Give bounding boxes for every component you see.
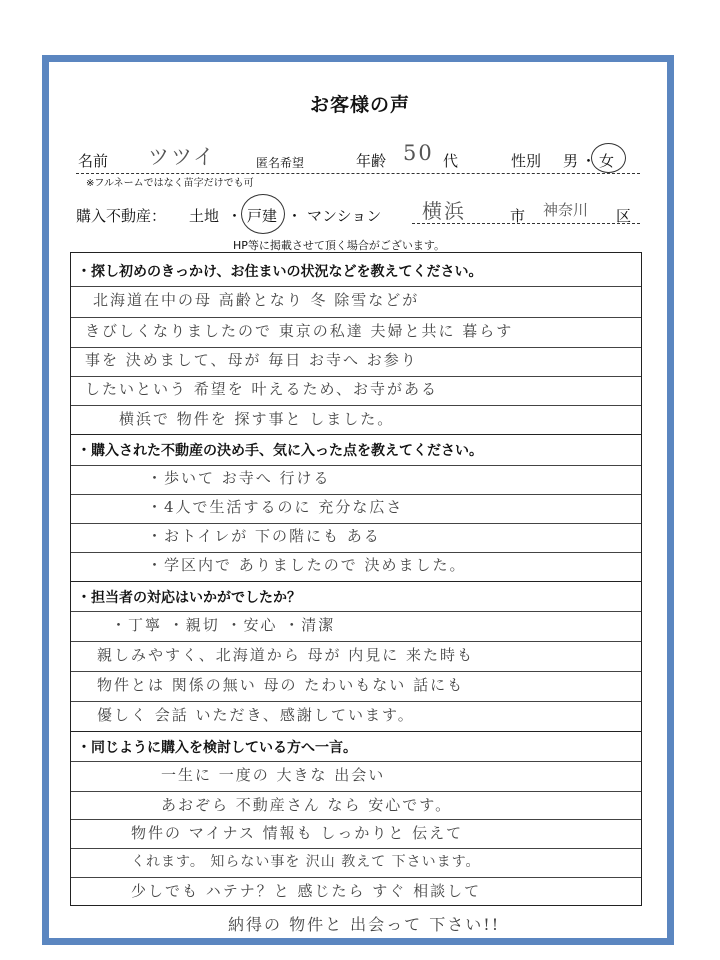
section-3-line: 優しく 会話 いただき、感謝しています。: [97, 706, 415, 724]
section-3-line: 物件とは 関係の無い 母の たわいもない 話にも: [97, 676, 465, 694]
age-unit: 代: [443, 152, 459, 170]
section-1-rule: [71, 286, 641, 287]
property-dot-1: ・: [227, 207, 243, 225]
section-2-rule: [71, 494, 641, 495]
section-1-rule: [71, 317, 641, 318]
section-1-line: 北海道在中の母 高齢となり 冬 除雪などが: [93, 291, 420, 309]
section-3-rule: [71, 701, 641, 702]
section-4-line: くれます。 知らない事を 沢山 教えて 下さいます。: [131, 854, 481, 870]
section-4-heading: ・同じように購入を検討している方へ一言。: [77, 740, 357, 756]
section-1-rule: [71, 405, 641, 406]
questionnaire-box: [70, 252, 642, 906]
ward-value: 神奈川: [543, 201, 589, 219]
section-3-line: ・丁寧 ・親切 ・安心 ・清潔: [111, 616, 336, 634]
gender-female: 女: [599, 152, 615, 170]
section-2-rule: [71, 552, 641, 553]
section-3-heading: ・担当者の対応はいかがでしたか？: [77, 590, 301, 606]
section-4-line: あおぞら 不動産さん なら 安心です。: [161, 796, 453, 814]
address-underline: [412, 223, 640, 224]
name-label: 名前: [78, 152, 109, 170]
gender-male: 男: [563, 152, 579, 170]
section-3-line: 親しみやすく、北海道から 母が 内見に 来た時も: [97, 646, 475, 664]
section-4-line: 少しでも ハテナ？と 感じたら すぐ 相談して: [131, 882, 482, 900]
section-2-line: ・おトイレが 下の階にも ある: [147, 527, 381, 545]
section-1-rule: [71, 376, 641, 377]
hp-note: HP等に掲載させて頂く場合がございます。: [233, 239, 446, 252]
section-separator: [71, 731, 641, 732]
section-1-line: 事を 決めまして、母が 毎日 お寺へ お参り: [85, 351, 418, 369]
city-label: 市: [510, 207, 526, 225]
section-4-line-overflow: 納得の 物件と 出会って 下さい!!: [228, 915, 501, 934]
section-1-line: きびしくなりましたので 東京の私達 夫婦と共に 暮らす: [85, 322, 514, 340]
section-1-rule: [71, 347, 641, 348]
age-label: 年齢: [356, 152, 387, 170]
ward-label: 区: [616, 207, 632, 225]
city-value: 横浜: [422, 199, 466, 223]
form-title: お客様の声: [309, 94, 410, 116]
property-dot-2: ・: [287, 207, 303, 225]
gender-female-circle: [591, 143, 626, 173]
section-1-heading: ・探し初めのきっかけ、お住まいの状況などを教えてください。: [77, 264, 483, 280]
section-2-line: ・4人で生活するのに 充分な広さ: [147, 498, 404, 516]
section-2-heading: ・購入された不動産の決め手、気に入った点を教えてください。: [77, 443, 483, 459]
section-2-line: ・歩いて お寺へ 行ける: [147, 469, 331, 487]
name-value: ツツイ: [148, 145, 216, 169]
section-4-rule: [71, 877, 641, 878]
section-separator: [71, 581, 641, 582]
section-1-line: 横浜で 物件を 探す事と しました。: [119, 410, 395, 428]
anonymous-label: 匿名希望: [256, 156, 305, 170]
gender-dot: ・: [581, 152, 597, 170]
property-house: 戸建: [247, 207, 278, 225]
section-3-rule: [71, 611, 641, 612]
section-2-line: ・学区内で ありましたので 決めました。: [147, 556, 467, 574]
section-1-line: したいという 希望を 叶えるため、お寺がある: [85, 380, 438, 398]
property-mansion: マンション: [307, 207, 382, 225]
section-4-rule: [71, 848, 641, 849]
property-house-circle: [241, 194, 285, 234]
section-4-rule: [71, 819, 641, 820]
section-4-line: 一生に 一度の 大きな 出会い: [161, 766, 386, 784]
property-label: 購入不動産：: [76, 207, 167, 225]
section-4-rule: [71, 791, 641, 792]
section-2-rule: [71, 465, 641, 466]
property-land: 土地: [189, 207, 220, 225]
section-3-rule: [71, 641, 641, 642]
section-separator: [71, 434, 641, 435]
name-note: ※フルネームではなく苗字だけでも可: [86, 178, 254, 189]
section-4-rule: [71, 761, 641, 762]
age-value: 50: [403, 141, 434, 165]
section-2-rule: [71, 523, 641, 524]
section-4-line: 物件の マイナス 情報も しっかりと 伝えて: [131, 824, 464, 842]
gender-label: 性別: [511, 152, 542, 170]
section-3-rule: [71, 671, 641, 672]
